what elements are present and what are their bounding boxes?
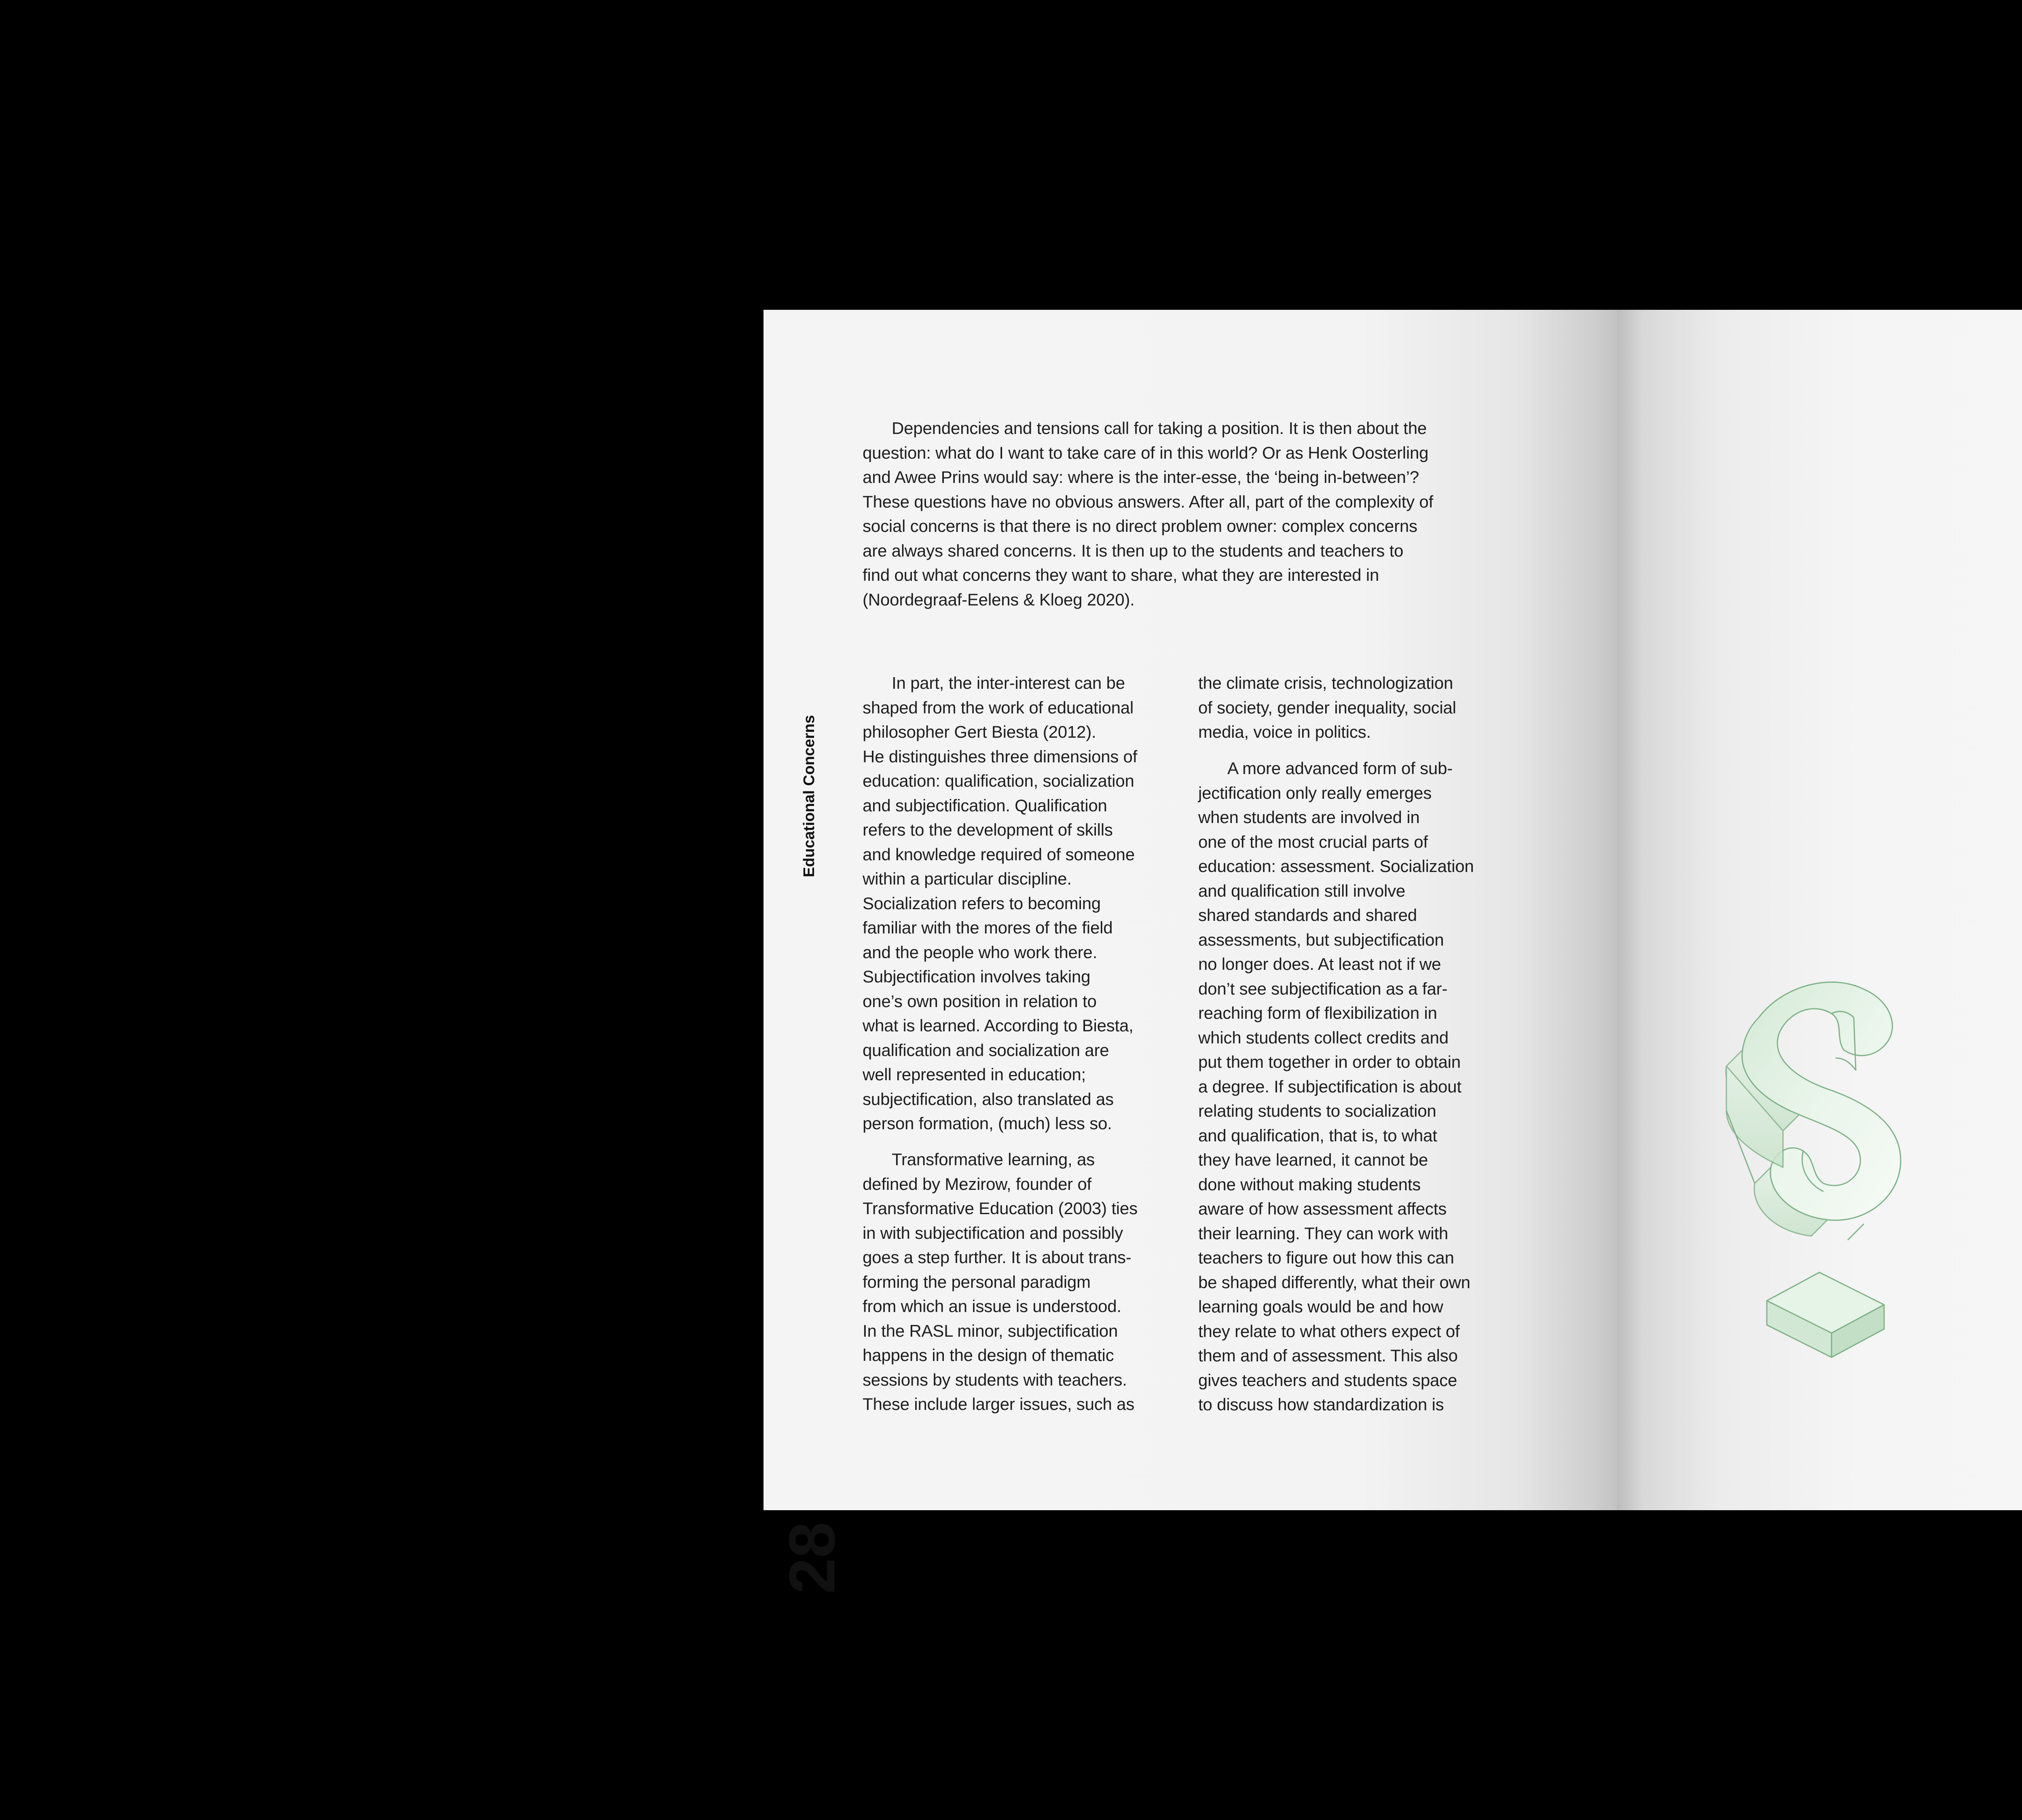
- left-page: [764, 310, 1617, 1594]
- isometric-section-sign-icon: [1710, 941, 1985, 1378]
- column-2-paragraph-2: A more advanced form of sub- jectification only really emerges when students are involved in one of the most crucial parts of education: assessment. Socialization and qualification still involve shared standards and shared assessments, but subjectification no longer does. At least not if we don’t see subjectification as a far- reaching form of flexibilization in which students collect credits and put them together in order to obtain a degree. If subjectification is about relating students to socialization and qualification, that is, to what they have learned, it cannot be done without making students aware of how assessment affects their learning. They can work with teachers to figure out how this can be shaped differently, what their own learning goals would be and how they relate to what others expect of them and of assessment. This also gives teachers and students space to discuss how standardization is: [1198, 759, 1474, 1414]
- column-2-paragraph-1: the climate crisis, technologization of society, gender inequality, social media, voice in politics.: [1198, 673, 1456, 741]
- intro-paragraph: Dependencies and tensions call for taking a position. It is then about the question: what do I want to take care of in this world? Or as Henk Oosterling and Awee Prins would say: where is the inter-esse, the ‘being in-between’? These questions have no obvious answers. After all, part of the complexity of social concerns is that there is no direct problem owner: complex concerns are always shared concerns. It is then up to the students and teachers to find out what concerns they want to share, what they are interested in (Noordegraaf-Eelens & Kloeg 2020).: [863, 419, 1434, 609]
- magazine-spread: [764, 310, 2022, 1594]
- running-head-left: Educational Concerns: [801, 715, 818, 877]
- column-1-paragraph-2: Transformative learning, as defined by Mezirow, founder of Transformative Education (2003) ties in with subjectification and possibly goes a step further. It is about trans- forming the personal paradigm from which an issue is understood. In the RASL minor, subjectification happens in the design of thematic sessions by students with teachers. These include larger issues, such as: [863, 1150, 1138, 1414]
- column-1-paragraph-1: In part, the inter-interest can be shaped from the work of educational philosopher Gert Biesta (2012). He distinguishes three dimensions of education: qualification, socialization and subjectification. Qualification refers to the development of skills and knowledge required of someone within a particular discipline. Socialization refers to becoming familiar with the mores of the field and the people who work there. Subjectification involves taking one’s own position in relation to what is learned. According to Biesta, qualification and socialization are well represented in education; subjectification, also translated as person formation, (much) less so.: [863, 673, 1138, 1133]
- right-page: [1617, 310, 2022, 1510]
- page-number-left: 28: [776, 1522, 848, 1594]
